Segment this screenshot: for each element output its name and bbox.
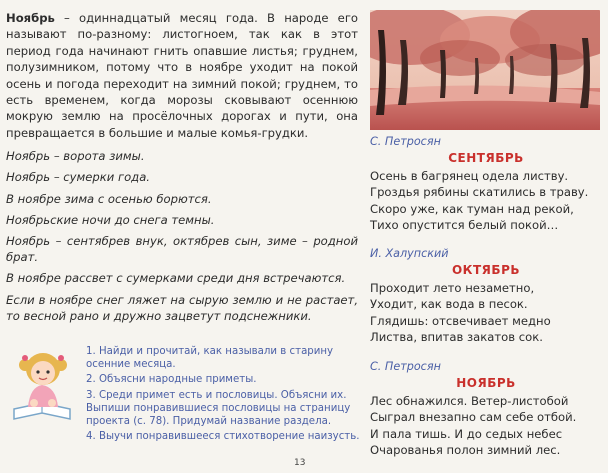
intro-bold-word: Ноябрь: [6, 11, 55, 25]
intro-text: – одиннадцатый месяц года. В народе его называют по-разному: листогноем, так как в этот период года начинают гнить опавшие листья; груднем, полузимником, потому что в ноябре уходит на покой осень и погода переходит на зимний покой; груднем, то есть временем, когда морозы сковывают осеннюю мокрую землю на просёлочных дорогах и пути, она превращается в большие и малые комья-грудки.: [6, 11, 358, 140]
poem-line: Уходит, как вода в песок.: [370, 297, 528, 312]
poem-author: С. Петросян: [370, 135, 441, 148]
task-item: 4. Выучи понравившееся стихотворение наизусть.: [86, 431, 360, 443]
proverb: Ноябрьские ночи до снега темны.: [6, 212, 215, 227]
task-item: 3. Среди примет есть и пословицы. Объясни их. Выпиши понравившиеся пословицы на страницу проекта (с. 78). Придумай название раздела.: [86, 389, 351, 428]
poem-october: [370, 247, 602, 345]
left-column: [6, 10, 358, 329]
poem-title: НОЯБРЬ: [456, 376, 516, 390]
task-item: 2. Объясни народные приметы.: [86, 374, 257, 386]
tasks-list: [86, 345, 364, 445]
poem-line: Глядишь: отсвечивает медно: [370, 313, 551, 328]
page-number: 13: [294, 458, 306, 468]
proverb: Если в ноябре снег ляжет на сырую землю и не растает, то весной рано и дружно зацветут подснежники.: [6, 292, 358, 323]
tasks-section: [6, 345, 358, 445]
poem-line: Лес обнажился. Ветер-листобой: [370, 394, 569, 408]
poem-line: Скоро уже, как туман над рекой,: [370, 201, 574, 216]
poem-line: Листва, впитав закатов сок.: [370, 329, 543, 344]
poem-title: СЕНТЯБРЬ: [448, 151, 524, 165]
poem-author: С. Петросян: [370, 360, 441, 373]
poem-november: [370, 360, 602, 458]
intro-paragraph: [6, 10, 358, 141]
poem-line: Очарованья полон зимний лес.: [370, 442, 561, 457]
poem-september: [370, 135, 602, 233]
proverb: В ноябре рассвет с сумерками среди дня встречаются.: [6, 271, 346, 286]
proverb: Ноябрь – сентябрев внук, октябрев сын, зиме – родной брат.: [6, 234, 358, 265]
proverb: В ноябре зима с осенью борются.: [6, 191, 212, 206]
proverbs-list: [6, 148, 358, 324]
poem-line: Гроздья рябины скатились в траву.: [370, 185, 589, 200]
poem-title: ОКТЯБРЬ: [451, 263, 521, 277]
proverb: Ноябрь – сумерки года.: [6, 170, 150, 185]
poem-line: И пала тишь. И до седых небес: [370, 426, 563, 441]
proverb: Ноябрь – ворота зимы.: [6, 149, 145, 164]
poem-line: Осень в багрянец одела листву.: [370, 169, 569, 183]
task-item: 1. Найди и прочитай, как называли в старину осенние месяца.: [86, 346, 334, 371]
poem-line: Сыграл внезапно сам себе отбой.: [370, 410, 577, 425]
poem-line: Проходит лето незаметно,: [370, 281, 535, 295]
poem-author: И. Халупский: [370, 247, 449, 260]
poem-line: Тихо опустится белый покой…: [370, 217, 559, 232]
autumn-park-photo: [370, 10, 600, 130]
reading-girl-icon: [12, 347, 74, 425]
